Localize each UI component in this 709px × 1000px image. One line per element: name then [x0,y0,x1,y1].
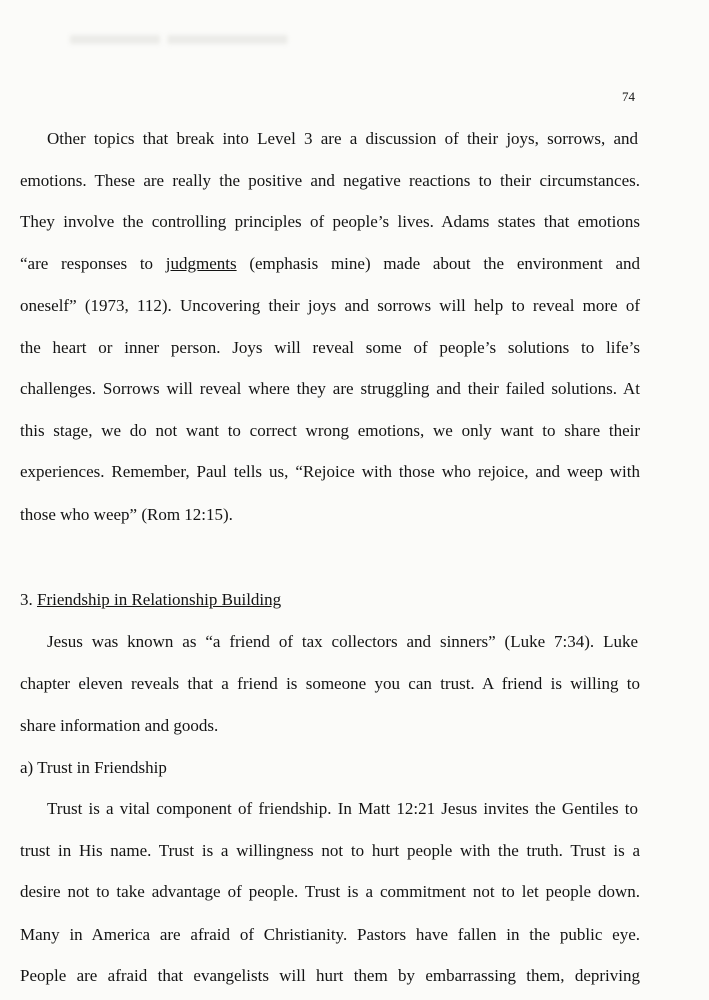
paragraph-line: chapter eleven reveals that a friend is someone you can trust. A friend is willing to [20,674,640,693]
section-heading-title: Friendship in Relationship Building [37,590,282,609]
section-heading: 3. Friendship in Relationship Building [20,590,282,609]
underlined-word: judgments [165,254,237,273]
paragraph-line: oneself” (1973, 112). Uncovering their joys and sorrows will help to reveal more of [20,296,640,315]
paragraph-line: the heart or inner person. Joys will reveal some of people’s solutions to life’s [20,338,640,357]
paragraph-line: those who weep” (Rom 12:15). [20,505,233,524]
paragraph-line: Other topics that break into Level 3 are a discussion of their joys, sorrows, and [47,129,638,148]
subsection-heading: a) Trust in Friendship [20,758,167,777]
paragraph-line: People are afraid that evangelists will hurt them by embarrassing them, depriving [20,966,640,985]
paragraph-line: experiences. Remember, Paul tells us, “Rejoice with those who rejoice, and weep with [20,462,640,481]
paragraph-line: this stage, we do not want to correct wrong emotions, we only want to share their [20,421,640,440]
page-number: 74 [622,89,635,104]
paragraph-line: emotions. These are really the positive and negative reactions to their circumstances. [20,171,640,190]
paragraph-line: trust in His name. Trust is a willingness not to hurt people with the truth. Trust is a [20,841,640,860]
paragraph-line: Trust is a vital component of friendship. In Matt 12:21 Jesus invites the Gentiles to [47,799,638,818]
paragraph-line: desire not to take advantage of people. Trust is a commitment not to let people down. [20,882,640,901]
bleed-through-heading: ▬▬▬ ▬▬▬▬ [70,18,288,51]
paragraph-line: share information and goods. [20,716,219,735]
paragraph-line: “are responses to judgments (emphasis mine) made about the environment and [20,254,640,273]
paragraph-line: challenges. Sorrows will reveal where they are struggling and their failed solutions. At [20,379,640,398]
paragraph-line: They involve the controlling principles of people’s lives. Adams states that emotions [20,212,640,231]
paragraph-line: Jesus was known as “a friend of tax collectors and sinners” (Luke 7:34). Luke [47,632,638,651]
paragraph-line: Many in America are afraid of Christianity. Pastors have fallen in the public eye. [20,925,640,944]
